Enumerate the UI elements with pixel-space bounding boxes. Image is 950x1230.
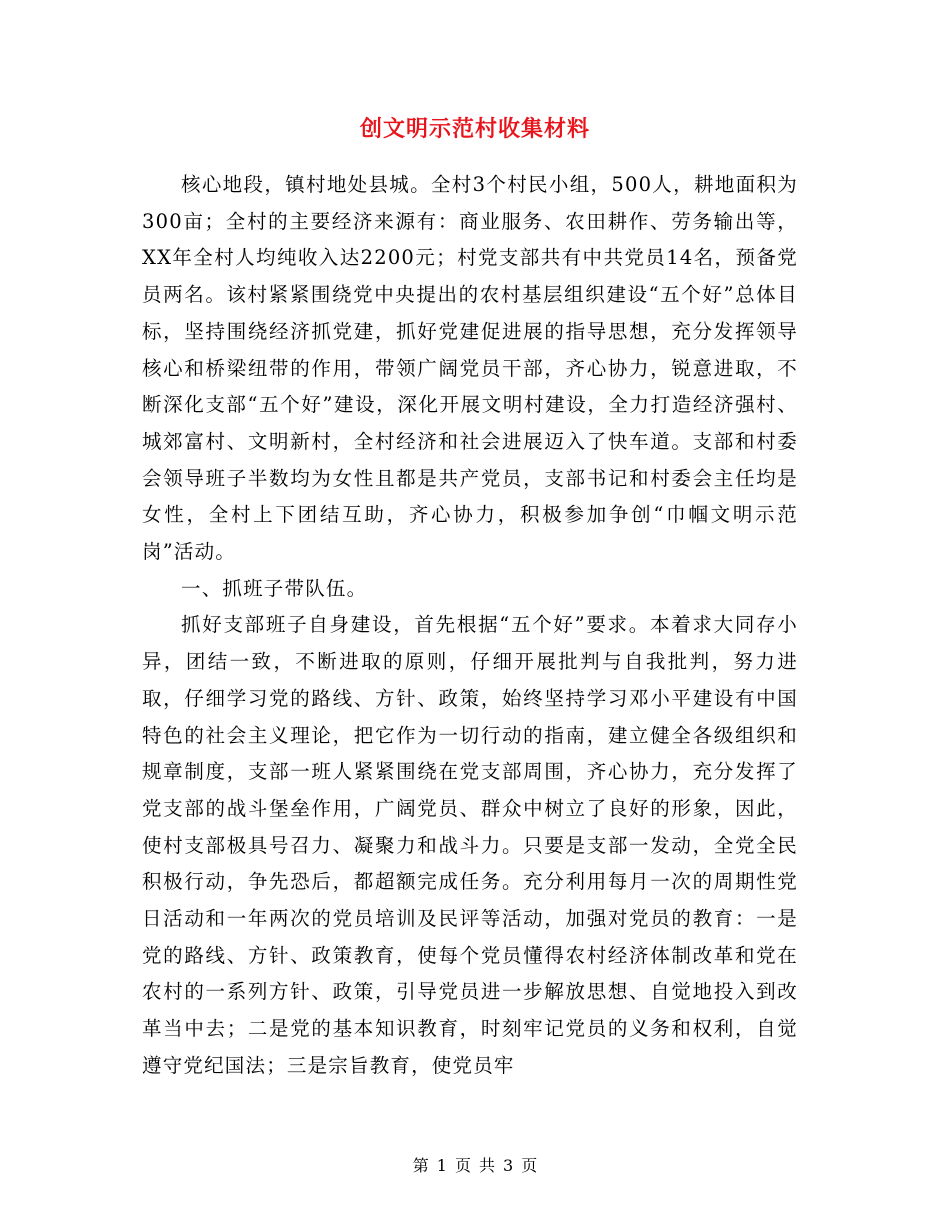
paragraph-section-1: 抓好支部班子自身建设，首先根据“五个好”要求。本着求大同存小异，团结一致，不断进取的原则，仔细开展批判与自我批判，努力进取，仔细学习党的路线、方针、政策，始终坚持学习邓小平建设有中国特色的社会主义理论，把它作为一切行动的指南，建立健全各级组织和规章制度，支部一班人紧紧围绕在党支部周围，齐心协力，充分发挥了党支部的战斗堡垒作用，广阔党员、群众中树立了良好的形象，因此，使村支部极具号召力、凝聚力和战斗力。只要是支部一发动，全党全民积极行动，争先恐后，都超额完成任务。充分利用每月一次的周期性党日活动和一年两次的党员培训及民评等活动，加强对党员的教育：一是党的路线、方针、政策教育，使每个党员懂得农村经济体制改革和党在农村的一系列方针、政策，引导党员进一步解放思想、自觉地投入到改革当中去；二是党的基本知识教育，时刻牢记党员的义务和权利，自觉遵守党纪国法；三是宗旨教育，使党员牢 xyxy=(142,613,798,1077)
document-title: 创文明示范村收集材料 xyxy=(359,116,590,142)
section-heading: 一、抓班子带队伍。 xyxy=(181,576,368,600)
footer-page-unit: 页 xyxy=(454,1156,471,1175)
footer-current-page: 1 xyxy=(436,1156,447,1175)
document-body xyxy=(142,167,798,1085)
footer-total-label: 共 xyxy=(479,1156,496,1175)
page-footer xyxy=(0,1153,950,1176)
footer-total-pages: 3 xyxy=(503,1156,514,1175)
footer-page-label: 第 xyxy=(412,1156,429,1175)
footer-total-unit: 页 xyxy=(521,1156,538,1175)
paragraph-intro: 核心地段，镇村地处县城。全村3个村民小组，500人，耕地面积为300亩；全村的主要经济来源有：商业服务、农田耕作、劳务输出等，XX年全村人均纯收入达2200元；村党支部共有中共党员14名，预备党员两名。该村紧紧围绕党中央提出的农村基层组织建设“五个好”总体目标，坚持围绕经济抓党建，抓好党建促进展的指导思想，充分发挥领导核心和桥梁纽带的作用，带领广阔党员干部，齐心协力，锐意进取，不断深化支部“五个好”建设，深化开展文明村建设，全力打造经济强村、城郊富村、文明新村，全村经济和社会进展迈入了快车道。支部和村委会领导班子半数均为女性且都是共产党员，支部书记和村委会主任均是女性，全村上下团结互助，齐心协力，积极参加争创“巾帼文明示范岗”活动。 xyxy=(142,173,798,564)
